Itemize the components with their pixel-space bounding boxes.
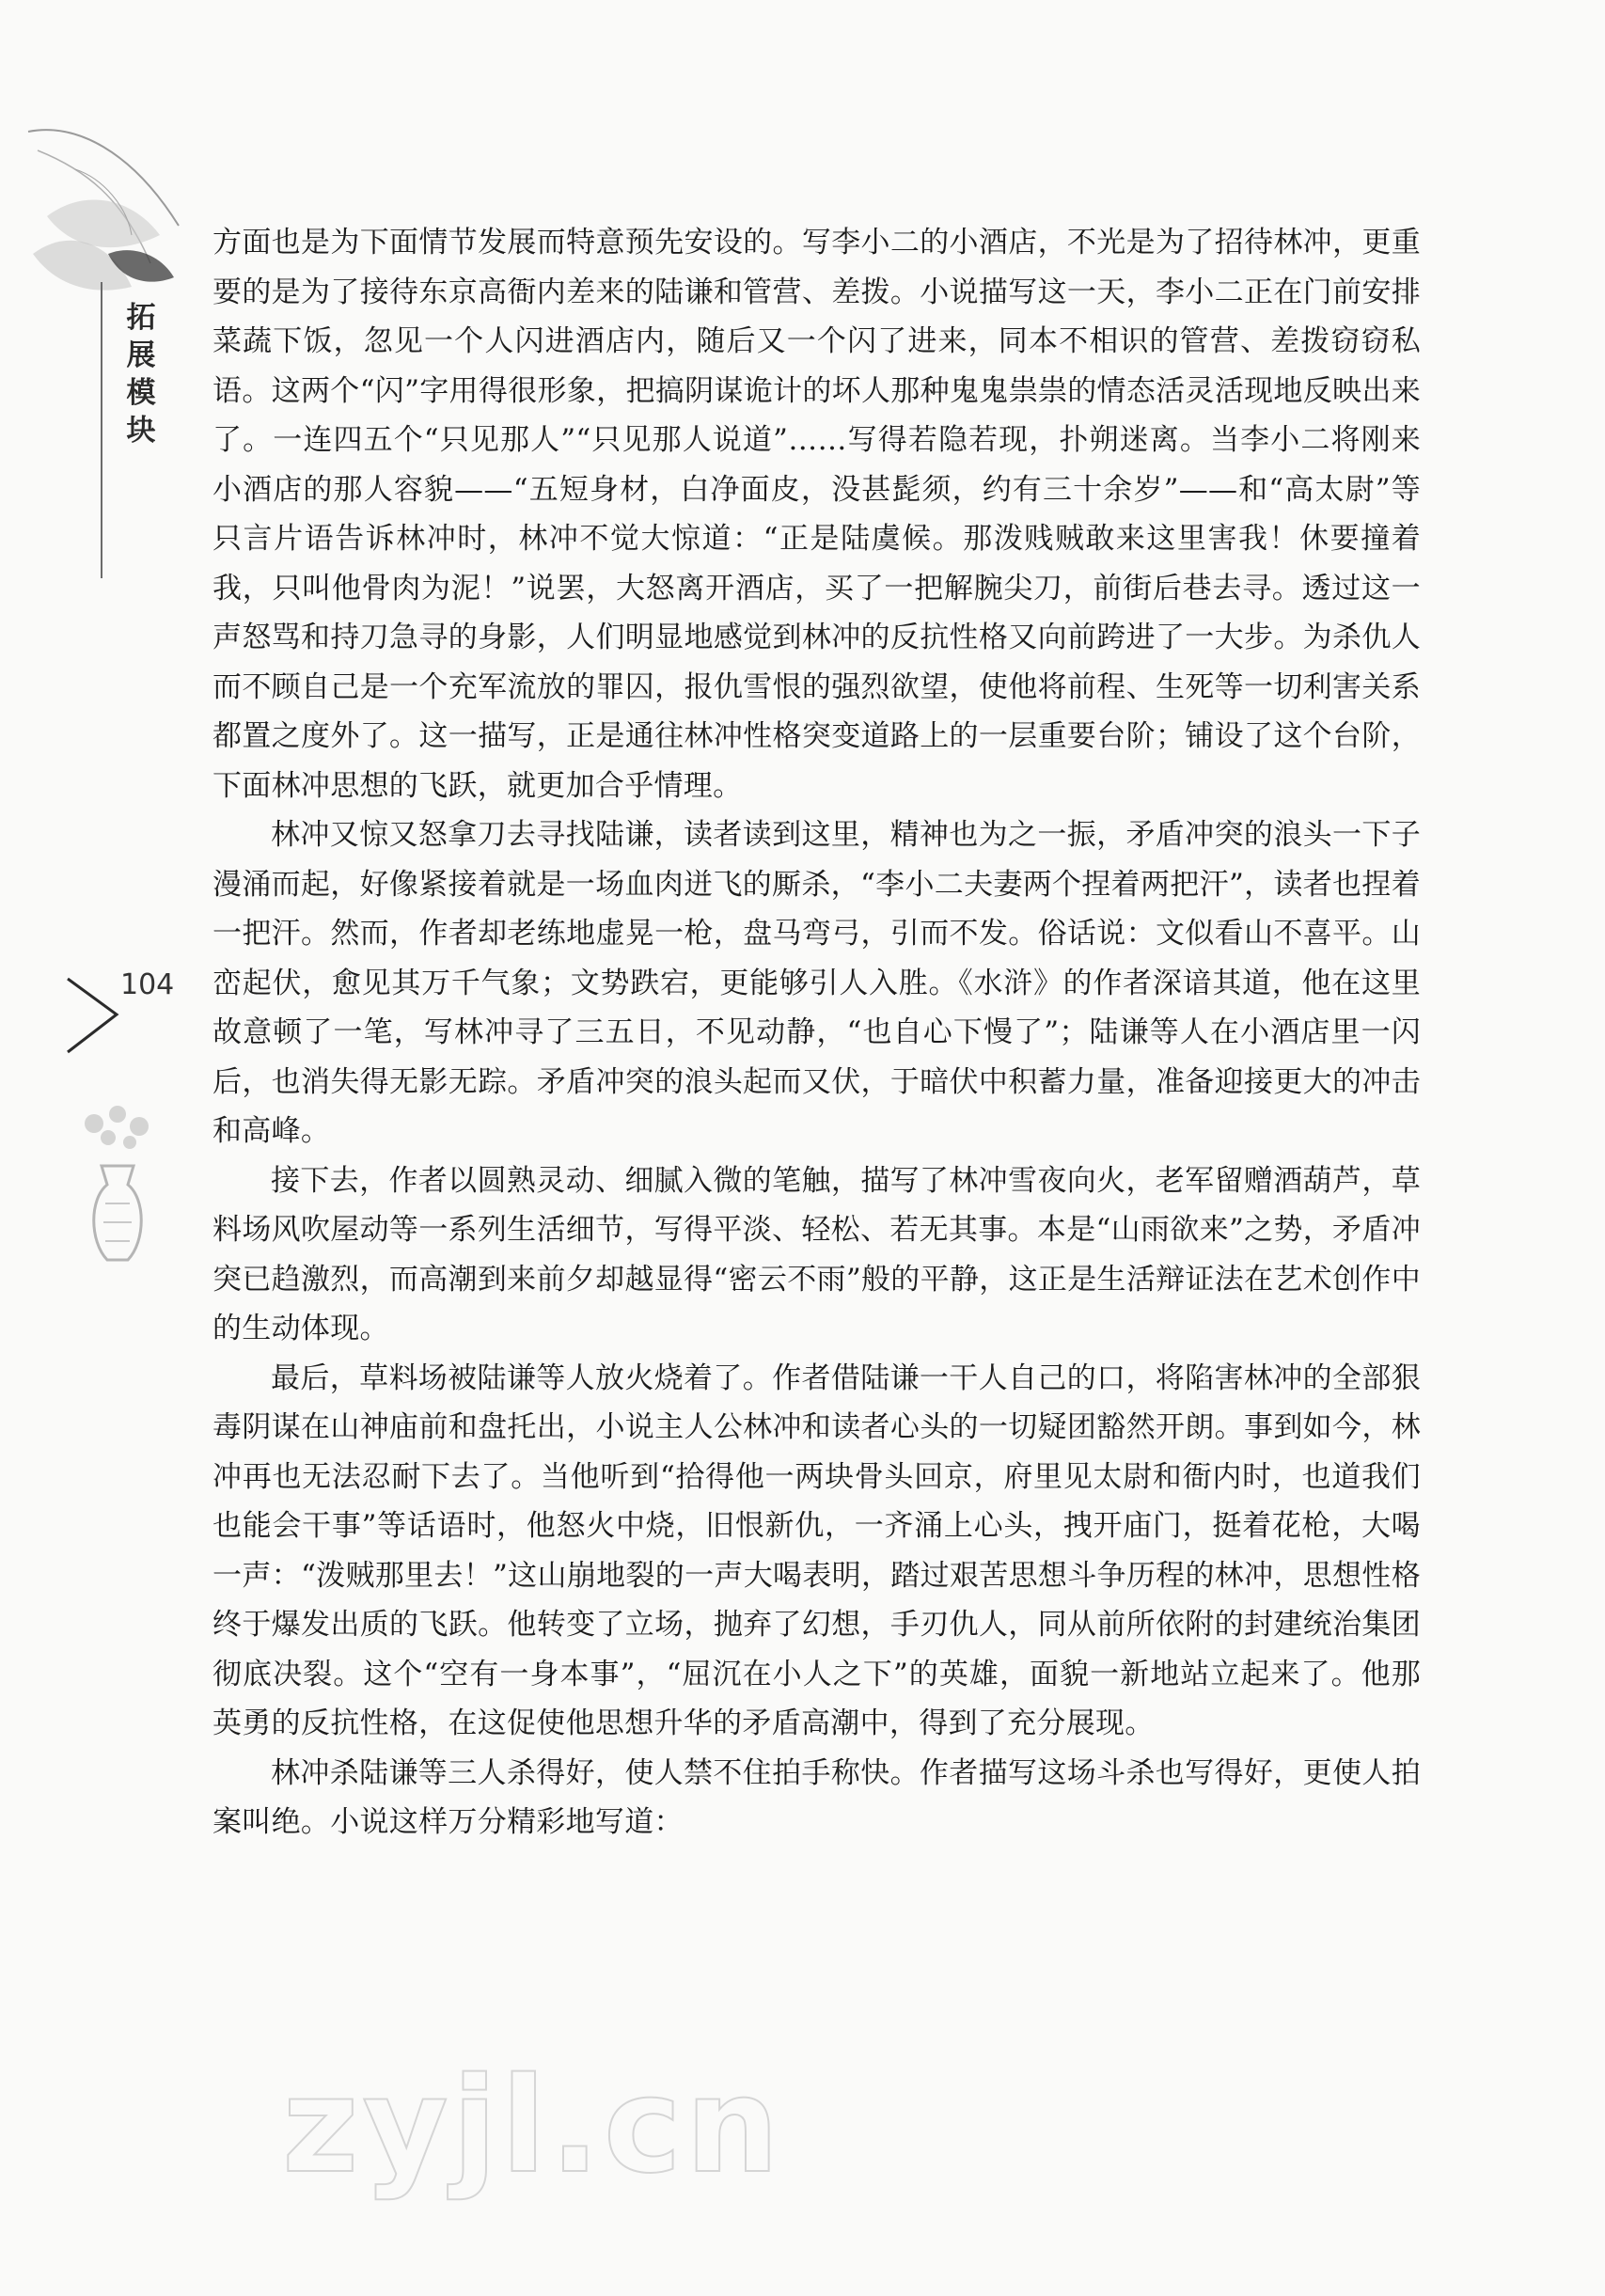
paragraph-5: 林冲杀陆谦等三人杀得好，使人禁不住拍手称快。作者描写这场斗杀也写得好，更使人拍案叫绝。小说这样万分精彩地写道： [212, 1755, 1421, 1839]
paragraph-3: 接下去，作者以圆熟灵动、细腻入微的笔触，描写了林冲雪夜向火，老军留赠酒葫芦，草料场风吹屋动等一系列生活细节，写得平淡、轻松、若无其事。本是“山雨欲来”之势，矛盾冲突已趋激烈，而高潮到来前夕却越显得“密云不雨”般的平静，这正是生活辩证法在艺术创作中的生动体现。 [212, 1163, 1421, 1345]
site-watermark: zyjl.cn [282, 2050, 783, 2203]
article-body [212, 218, 1421, 1848]
page-number: 104 [120, 968, 175, 1001]
paragraph-2: 林冲又惊又怒拿刀去寻找陆谦，读者读到这里，精神也为之一振，矛盾冲突的浪头一下子漫涌而起，好像紧接着就是一场血肉迸飞的厮杀，“李小二夫妻两个捏着两把汗”，读者也捏着一把汗。然而，作者却老练地虚晃一枪，盘马弯弓，引而不发。俗话说：文似看山不喜平。山峦起伏，愈见其万千气象；文势跌宕，更能够引人入胜。《水浒》的作者深谙其道，他在这里故意顿了一笔，写林冲寻了三五日，不见动静，“也自心下慢了”；陆谦等人在小酒店里一闪后，也消失得无影无踪。矛盾冲突的浪头起而又伏，于暗伏中积蓄力量，准备迎接更大的冲击和高峰。 [212, 818, 1421, 1148]
vase-decoration-icon [66, 1100, 169, 1269]
paragraph-4: 最后，草料场被陆谦等人放火烧着了。作者借陆谦一干人自己的口，将陷害林冲的全部狠毒阴谋在山神庙前和盘托出，小说主人公林冲和读者心头的一切疑团豁然开朗。事到如今，林冲再也无法忍耐下去了。当他听到“拾得他一两块骨头回京，府里见太尉和衙内时，也道我们也能会干事”等话语时，他怒火中烧，旧恨新仇，一齐涌上心头，拽开庙门，挺着花枪，大喝一声：“泼贼那里去！”这山崩地裂的一声大喝表明，踏过艰苦思想斗争历程的林冲，思想性格终于爆发出质的飞跃。他转变了立场，抛弃了幻想，手刃仇人，同从前所依附的封建统治集团彻底决裂。这个“空有一身本事”，“屈沉在小人之下”的英雄，面貌一新地站立起来了。他那英勇的反抗性格，在这促使他思想升华的矛盾高潮中，得到了充分展现。 [212, 1360, 1421, 1740]
section-side-label: 拓展模块 [126, 301, 156, 448]
side-rule [101, 282, 102, 578]
paragraph-1: 方面也是为下面情节发展而特意预先安设的。写李小二的小酒店，不光是为了招待林冲，更重要的是为了接待东京高衙内差来的陆谦和管营、差拨。小说描写这一天，李小二正在门前安排菜蔬下饭，忽见一个人闪进酒店内，随后又一个闪了进来，同本不相识的管营、差拨窃窃私语。这两个“闪”字用得很形象，把搞阴谋诡计的坏人那种鬼鬼祟祟的情态活灵活现地反映出来了。一连四五个“只见那人”“只见那人说道”……写得若隐若现，扑朔迷离。当李小二将刚来小酒店的那人容貌——“五短身材，白净面皮，没甚髭须，约有三十余岁”——和“高太尉”等只言片语告诉林冲时，林冲不觉大惊道：“正是陆虞候。那泼贱贼敢来这里害我！休要撞着我，只叫他骨肉为泥！”说罢，大怒离开酒店，买了一把解腕尖刀，前街后巷去寻。透过这一声怒骂和持刀急寻的身影，人们明显地感觉到林冲的反抗性格又向前跨进了一大步。为杀仇人而不顾自己是一个充军流放的罪囚，报仇雪恨的强烈欲望，使他将前程、生死等一切利害关系都置之度外了。这一描写，正是通往林冲性格突变道路上的一层重要台阶；铺设了这个台阶，下面林冲思想的飞跃，就更加合乎情理。 [212, 226, 1421, 803]
ink-leaf-decoration-icon [19, 113, 197, 329]
